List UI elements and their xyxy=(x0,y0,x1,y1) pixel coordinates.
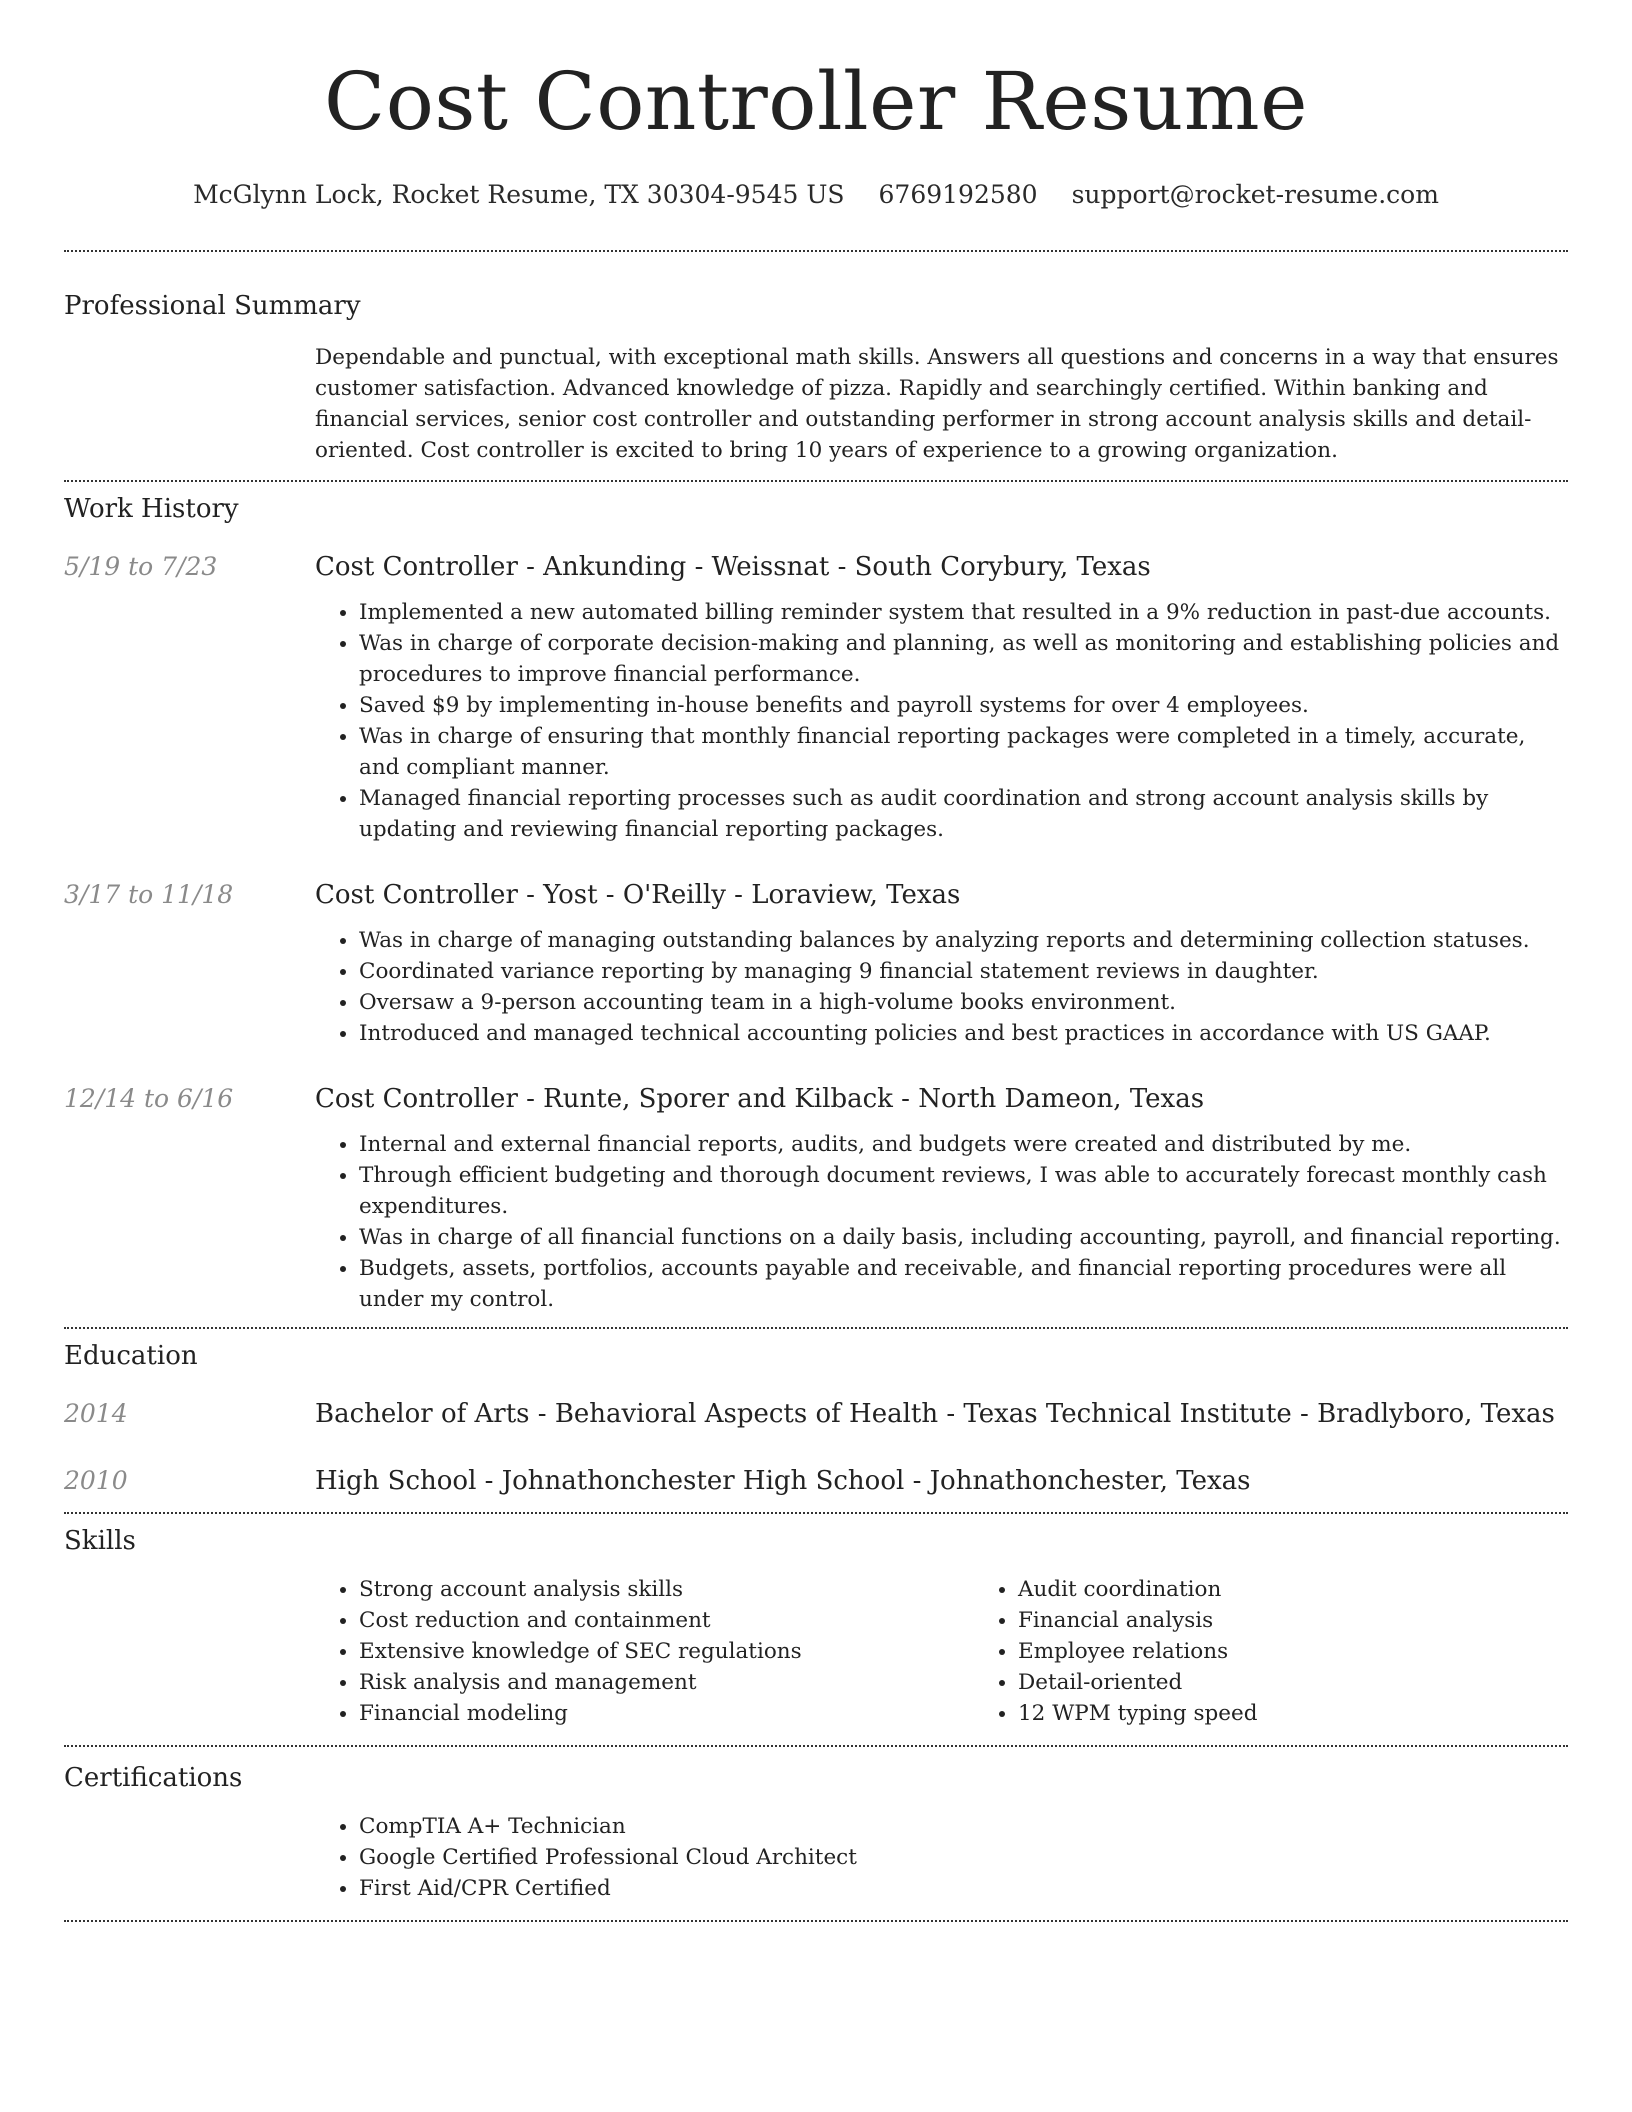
skills-list-left xyxy=(315,1574,974,1729)
section-divider xyxy=(64,1920,1568,1922)
contact-line xyxy=(64,178,1568,212)
job-entry xyxy=(64,1082,1568,1327)
list-item: • Was in charge of corporate decision-making and planning, as well as monitoring and establishing policies and procedures to improve financial performance. xyxy=(359,628,1568,690)
list-item: • Through efficient budgeting and thorough document reviews, I was able to accurately forecast monthly cash expenditures. xyxy=(359,1160,1568,1222)
work-history-section xyxy=(64,482,1568,1327)
skills-section xyxy=(64,1514,1568,1745)
certifications-heading: Certifications xyxy=(64,1763,243,1793)
list-item: • 12 WPM typing speed xyxy=(1018,1698,1632,1729)
job-title: Cost Controller - Yost - O'Reilly - Loraview, Texas xyxy=(315,880,961,910)
job-dates: 5/19 to 7/23 xyxy=(64,552,218,581)
list-item: • Risk analysis and management xyxy=(359,1667,974,1698)
list-item: • Extensive knowledge of SEC regulations xyxy=(359,1636,974,1667)
job-title: Cost Controller - Runte, Sporer and Kilback - North Dameon, Texas xyxy=(315,1084,1205,1114)
list-item: • Saved $9 by implementing in-house benefits and payroll systems for over 4 employees. xyxy=(359,690,1568,721)
list-item: • Financial analysis xyxy=(1018,1605,1632,1636)
education-title: Bachelor of Arts - Behavioral Aspects of Health - Texas Technical Institute - Bradlyboro, Texas xyxy=(315,1399,1555,1429)
summary-section xyxy=(64,252,1568,480)
summary-heading: Professional Summary xyxy=(64,291,361,321)
list-item: • Was in charge of managing outstanding balances by analyzing reports and determining collection statuses. xyxy=(359,925,1568,956)
education-year: 2010 xyxy=(64,1466,128,1495)
education-entry xyxy=(64,1397,1568,1431)
list-item: • Google Certified Professional Cloud Architect xyxy=(359,1842,1568,1873)
page-title: Cost Controller Resume xyxy=(323,55,1308,148)
education-year: 2014 xyxy=(64,1399,128,1428)
work-history-heading: Work History xyxy=(64,494,239,524)
list-item: • Coordinated variance reporting by managing 9 financial statement reviews in daughter. xyxy=(359,956,1568,987)
list-item: • CompTIA A+ Technician xyxy=(359,1811,1568,1842)
job-bullets xyxy=(315,925,1568,1049)
list-item: • Was in charge of all financial functions on a daily basis, including accounting, payroll, and financial reporting. xyxy=(359,1222,1568,1253)
contact-address: McGlynn Lock, Rocket Resume, TX 30304-9545 US xyxy=(193,180,845,209)
job-bullets xyxy=(315,597,1568,845)
list-item: • Managed financial reporting processes such as audit coordination and strong account analysis skills by updating and reviewing financial reporting packages. xyxy=(359,783,1568,845)
list-item: • Budgets, assets, portfolios, accounts payable and receivable, and financial reporting procedures were all under my control. xyxy=(359,1253,1568,1315)
list-item: • Financial modeling xyxy=(359,1698,974,1729)
list-item: • Employee relations xyxy=(1018,1636,1632,1667)
job-bullets xyxy=(315,1129,1568,1315)
certifications-section xyxy=(64,1747,1568,1920)
list-item: • Internal and external financial reports, audits, and budgets were created and distributed by me. xyxy=(359,1129,1568,1160)
skills-heading: Skills xyxy=(64,1526,136,1556)
list-item: • Implemented a new automated billing reminder system that resulted in a 9% reduction in past-due accounts. xyxy=(359,597,1568,628)
list-item: • Was in charge of ensuring that monthly financial reporting packages were completed in a timely, accurate, and compliant manner. xyxy=(359,721,1568,783)
list-item: • Strong account analysis skills xyxy=(359,1574,974,1605)
job-dates: 12/14 to 6/16 xyxy=(64,1084,234,1113)
list-item: • Detail-oriented xyxy=(1018,1667,1632,1698)
education-section xyxy=(64,1329,1568,1512)
job-title: Cost Controller - Ankunding - Weissnat - South Corybury, Texas xyxy=(315,552,1151,582)
list-item: • Audit coordination xyxy=(1018,1574,1632,1605)
education-title: High School - Johnathonchester High School - Johnathonchester, Texas xyxy=(315,1466,1251,1496)
skills-list-right xyxy=(974,1574,1632,1729)
job-dates: 3/17 to 11/18 xyxy=(64,880,234,909)
education-entry xyxy=(64,1464,1568,1498)
list-item: • Oversaw a 9-person accounting team in a high-volume books environment. xyxy=(359,987,1568,1018)
job-entry xyxy=(64,550,1568,845)
list-item: • Cost reduction and containment xyxy=(359,1605,974,1636)
contact-email: support@rocket-resume.com xyxy=(1071,180,1439,209)
list-item: • Introduced and managed technical accounting policies and best practices in accordance with US GAAP. xyxy=(359,1018,1568,1049)
job-entry xyxy=(64,878,1568,1049)
summary-text: Dependable and punctual, with exceptional math skills. Answers all questions and concerns in a way that ensures customer satisfaction. Advanced knowledge of pizza. Rapidly and searchingly certified. Within banking and financial services, senior cost controller and outstanding performer in strong account analysis skills and detail-oriented. Cost controller is excited to bring 10 years of experience to a growing organization. xyxy=(315,345,1559,463)
certifications-list xyxy=(315,1811,1568,1904)
list-item: • First Aid/CPR Certified xyxy=(359,1873,1568,1904)
skills-grid xyxy=(315,1574,1632,1729)
education-heading: Education xyxy=(64,1341,198,1371)
contact-phone: 6769192580 xyxy=(878,180,1038,209)
